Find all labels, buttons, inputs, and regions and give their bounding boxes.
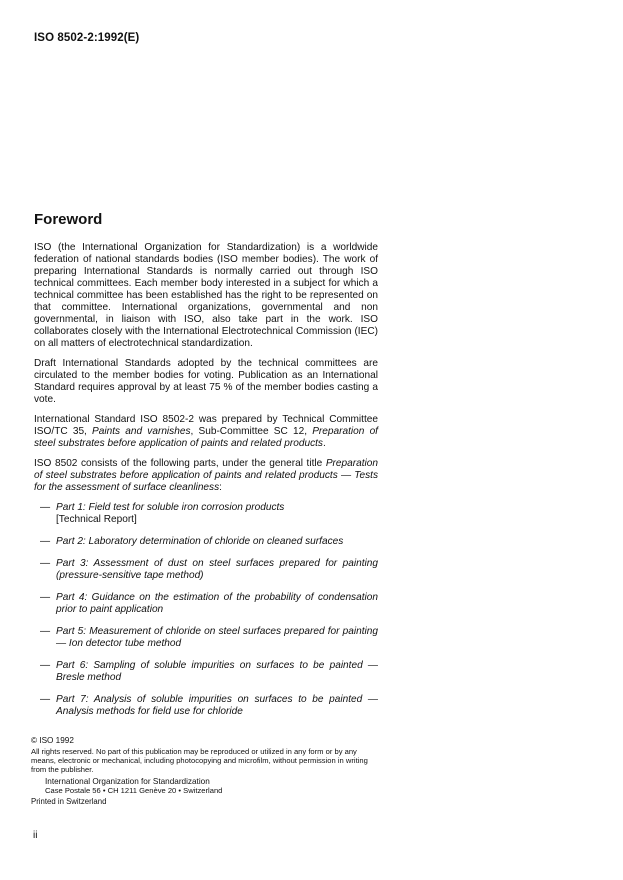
part-title: Part 6: Sampling of soluble impurities on surfaces to be painted — Bresle method xyxy=(56,660,378,683)
part-item-3 xyxy=(34,558,378,582)
organization-address: Case Postale 56 • CH 1211 Genève 20 • Switzerland xyxy=(45,786,223,795)
part-note: [Technical Report] xyxy=(56,514,137,525)
part-item-7 xyxy=(34,694,378,718)
general-title: Preparation of steel substrates before application of paints and related products — Tests for the assessment of surface cleanliness xyxy=(34,458,378,493)
para4-suffix: : xyxy=(219,482,222,493)
part-item-4 xyxy=(34,592,378,616)
committee-name: Paints and varnishes xyxy=(92,426,191,437)
rights-statement: All rights reserved. No part of this publication may be reproduced or utilized in any form or by any means, electronic or mechanical, including photocopying and microfilm, without permission in writing from the publisher. xyxy=(31,747,368,774)
page-number: ii xyxy=(33,830,38,841)
foreword-title: Foreword xyxy=(34,211,103,228)
parts-list xyxy=(34,502,378,718)
part-title: Part 7: Analysis of soluble impurities on surfaces to be painted — Analysis methods for field use for chloride xyxy=(56,694,378,717)
part-item-2 xyxy=(34,536,378,548)
paragraph-draft-standards: Draft International Standards adopted by the technical committees are circulated to the member bodies for voting. Publication as an International Standard requires approval by at least 75 % of the member bodies casting a vote. xyxy=(34,358,378,405)
subcommittee-name: Preparation of steel substrates before application of paints and related products xyxy=(34,426,378,449)
list-dash: — xyxy=(40,558,51,569)
part-item-6 xyxy=(34,660,378,684)
list-dash: — xyxy=(40,660,51,671)
para3-prefix: International Standard ISO 8502-2 was prepared by Technical Committee ISO/TC 35, xyxy=(34,414,378,437)
part-item-5 xyxy=(34,626,378,650)
part-title: Part 4: Guidance on the estimation of the probability of condensation prior to paint application xyxy=(56,592,378,615)
list-dash: — xyxy=(40,502,51,513)
list-dash: — xyxy=(40,694,51,705)
part-item-1 xyxy=(34,502,378,526)
list-dash: — xyxy=(40,626,51,637)
para4-prefix: ISO 8502 consists of the following parts, under the general title xyxy=(34,458,326,469)
part-title: Part 5: Measurement of chloride on steel surfaces prepared for painting — Ion detector tube method xyxy=(56,626,378,649)
part-title: Part 2: Laboratory determination of chloride on cleaned surfaces xyxy=(56,536,344,547)
para3-suffix: . xyxy=(322,438,326,449)
list-dash: — xyxy=(40,536,51,547)
list-dash: — xyxy=(40,592,51,603)
paragraph-parts-intro xyxy=(34,458,378,494)
paragraph-iso-intro: ISO (the International Organization for Standardization) is a worldwide federation of national standards bodies (ISO member bodies). The work of preparing International Standards is normally carried out through ISO technical committees. Each member body interested in a subject for which a technical committee has been established has the right to be represented on that committee. International organizations, governmental and non governmental, in liaison with ISO, also take part in the work. ISO collaborates closely with the International Electrotechnical Commission (IEC) on all matters of electrotechnical standardization. xyxy=(34,242,378,349)
paragraph-prepared-by xyxy=(34,414,378,450)
foreword-body xyxy=(34,242,378,728)
para3-middle: , Sub-Committee SC 12, xyxy=(190,426,313,437)
part-title: Part 3: Assessment of dust on steel surfaces prepared for painting (pressure-sensitive tape method) xyxy=(56,558,378,581)
copyright-block xyxy=(31,736,381,806)
organization-name: International Organization for Standardization xyxy=(45,777,210,786)
document-id-header: ISO 8502-2:1992(E) xyxy=(34,32,140,44)
copyright-line: © ISO 1992 xyxy=(31,736,74,745)
printed-in: Printed in Switzerland xyxy=(31,797,107,806)
part-title: Part 1: Field test for soluble iron corrosion products xyxy=(56,502,285,513)
